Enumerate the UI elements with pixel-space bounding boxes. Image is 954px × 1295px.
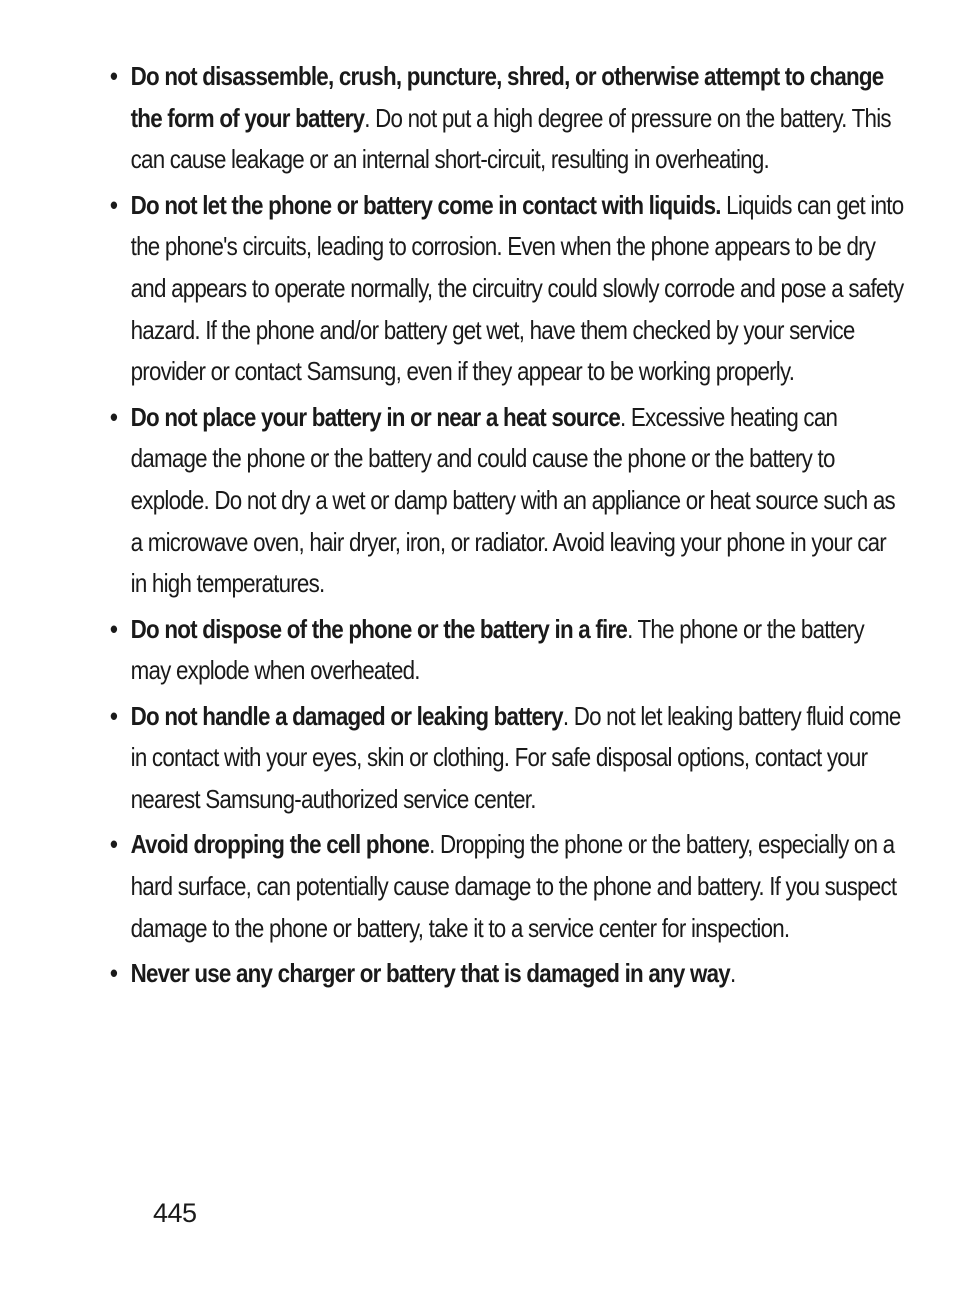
- list-item: [110, 56, 905, 181]
- bullet-icon: •: [110, 957, 118, 988]
- bullet-icon: •: [110, 829, 118, 860]
- item-heading: Do not handle a damaged or leaking battery: [130, 700, 563, 731]
- bullet-icon: •: [110, 401, 118, 432]
- item-heading: Do not let the phone or battery come in contact with liquids.: [130, 189, 721, 220]
- page-number: 445: [153, 1198, 197, 1228]
- bullet-icon: •: [110, 613, 118, 644]
- item-body: . Dropping the phone or the battery, especially on a hard surface, can potentially cause damage to the phone and battery. If you suspect damage to the phone or battery, take it to a service center for inspection.: [130, 829, 897, 943]
- list-item: [110, 824, 905, 949]
- item-body: . The phone or the battery may explode when overheated.: [130, 613, 864, 686]
- bullet-icon: •: [110, 700, 118, 731]
- item-heading: Do not dispose of the phone or the battery in a fire: [130, 613, 628, 644]
- list-item: [110, 185, 905, 394]
- item-body: . Do not let leaking battery fluid come in contact with your eyes, skin or clothing. For safe disposal options, contact your nearest Samsung-authorized service center.: [130, 700, 901, 814]
- list-item: [110, 609, 905, 692]
- item-heading: Do not place your battery in or near a heat source: [130, 401, 621, 432]
- battery-safety-list: [110, 56, 904, 998]
- item-body: .: [729, 957, 736, 988]
- item-heading: Do not disassemble, crush, puncture, shred, or otherwise attempt to change the form of your battery: [130, 61, 884, 133]
- item-heading: Never use any charger or battery that is damaged in any way: [130, 957, 730, 988]
- item-body: Liquids can get into the phone's circuits, leading to corrosion. Even when the phone appears to be dry and appears to operate normally, the circuitry could slowly corrode and pose a safety hazard. If the phone and/or battery get wet, have them checked by your service provider or contact Samsung, even if they appear to be working properly.: [130, 189, 904, 387]
- item-heading: Avoid dropping the cell phone: [130, 829, 430, 860]
- item-body: . Excessive heating can damage the phone or the battery and could cause the phone or the battery to explode. Do not dry a wet or damp battery with an appliance or heat source such as a microwave oven, hair dryer, iron, or radiator. Avoid leaving your phone in your car in high temperatures.: [130, 401, 895, 599]
- list-item: [110, 696, 905, 821]
- list-item: [110, 953, 905, 995]
- item-body: . Do not put a high degree of pressure on the battery. This can cause leakage or an internal short-circuit, resulting in overheating.: [130, 102, 891, 175]
- list-item: [110, 397, 905, 606]
- bullet-icon: •: [110, 61, 118, 91]
- bullet-icon: •: [110, 189, 118, 220]
